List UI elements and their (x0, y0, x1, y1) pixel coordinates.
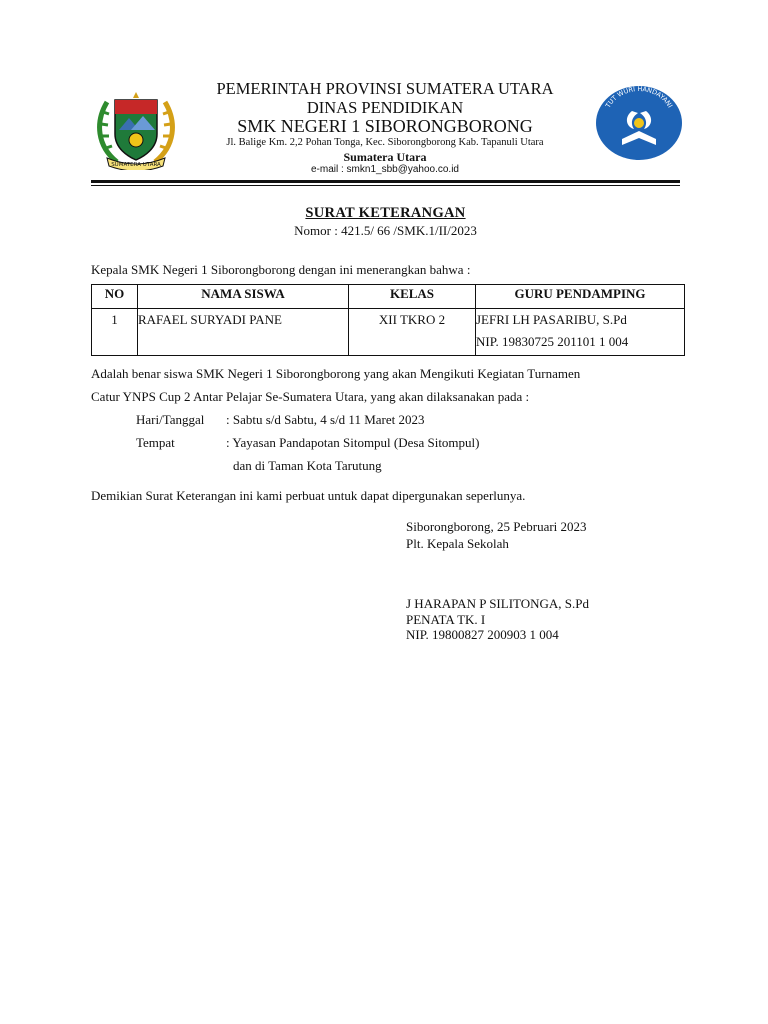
cell-guru-nip: NIP. 19830725 201101 1 004 (476, 334, 629, 349)
school-email: e-mail : smkn1_sbb@yahoo.co.id (311, 164, 459, 175)
hari-label: Hari/Tanggal (136, 412, 205, 427)
document-title: SURAT KETERANGAN (305, 205, 466, 221)
closing-text: Demikian Surat Keterangan ini kami perbuat untuk dapat dipergunakan seperlunya. (91, 488, 526, 503)
signature-name: J HARAPAN P SILITONGA, S.Pd (406, 596, 590, 611)
tut-wuri-handayani-logo (594, 83, 684, 163)
tempat-value: : Yayasan Pandapotan Sitompul (Desa Sitompul) (226, 435, 480, 450)
header-divider-thin (91, 185, 680, 186)
signature-role: Plt. Kepala Sekolah (406, 536, 509, 551)
signature-rank: PENATA TK. I (406, 612, 486, 627)
cell-guru (476, 309, 685, 356)
header-kelas: KELAS (349, 285, 476, 309)
header-nama-siswa: NAMA SISWA (138, 285, 349, 309)
sumatera-utara-emblem-logo (93, 82, 179, 170)
header-guru-pendamping: GURU PENDAMPING (476, 285, 685, 309)
signature-place-date: Siborongborong, 25 Pebruari 2023 (406, 519, 587, 534)
school-address: Jl. Balige Km. 2,2 Pohan Tonga, Kec. Siborongborong Kab. Tapanuli Utara (226, 137, 544, 148)
left-logo-text: SUMATERA UTARA (111, 162, 161, 168)
cell-no (92, 309, 138, 356)
signature-nip: NIP. 19800827 200903 1 004 (406, 627, 559, 642)
cell-no-text: 1 (111, 312, 118, 327)
cell-nama-text: RAFAEL SURYADI PANE (138, 312, 282, 327)
cell-kelas-text: XII TKRO 2 (378, 312, 446, 327)
table-row (92, 309, 685, 356)
school-name: SMK NEGERI 1 SIBORONGBORONG (237, 116, 533, 136)
table-header-row (92, 285, 685, 309)
cell-kelas (349, 309, 476, 356)
cell-guru-name: JEFRI LH PASARIBU, S.Pd (476, 312, 627, 327)
paragraph-line-2: Catur YNPS Cup 2 Antar Pelajar Se-Sumatera Utara, yang akan dilaksanakan pada : (91, 389, 530, 404)
school-region: Sumatera Utara (343, 150, 427, 164)
document-number: Nomor : 421.5/ 66 /SMK.1/II/2023 (294, 223, 477, 238)
paragraph-line-1: Adalah benar siswa SMK Negeri 1 Siborongborong yang akan Mengikuti Kegiatan Turnamen (91, 366, 581, 381)
tempat-value-2: dan di Taman Kota Tarutung (233, 458, 382, 473)
government-line: PEMERINTAH PROVINSI SUMATERA UTARA (216, 79, 554, 98)
cell-nama (138, 309, 349, 356)
header-divider-thick (91, 180, 680, 183)
tempat-label: Tempat (136, 435, 175, 450)
student-table (91, 284, 685, 356)
agency-line: DINAS PENDIDIKAN (306, 98, 464, 117)
intro-text: Kepala SMK Negeri 1 Siborongborong dengan ini menerangkan bahwa : (91, 262, 471, 277)
header-no: NO (92, 285, 138, 309)
hari-value: : Sabtu s/d Sabtu, 4 s/d 11 Maret 2023 (226, 412, 425, 427)
right-logo-text: TUT WURI HANDAYANI (603, 84, 675, 110)
